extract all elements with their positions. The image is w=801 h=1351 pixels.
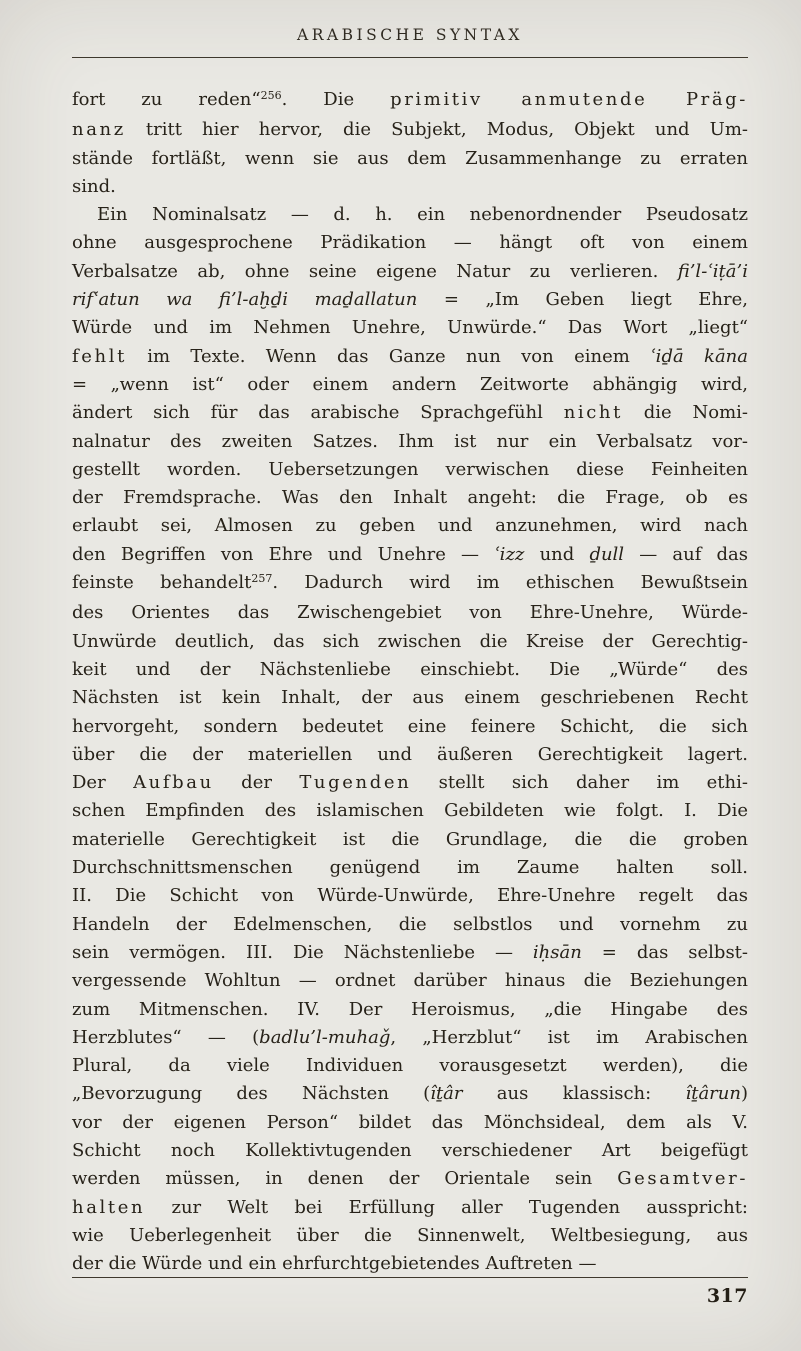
text-line — [72, 713, 748, 741]
text-line — [72, 797, 748, 825]
body-run: = „Im Geben liegt Ehre, — [417, 289, 748, 311]
text-line — [72, 371, 748, 399]
text-line — [72, 939, 748, 967]
text-line — [72, 854, 748, 882]
text-line — [72, 911, 748, 939]
body-run: Tugenden — [299, 772, 412, 794]
body-run: vergessende Wohltun — ordnet darüber hinaus die Beziehungen — [72, 970, 748, 992]
text-line — [72, 1109, 748, 1137]
body-run: Durchschnittsmenschen genügend im Zaume halten soll. — [72, 857, 748, 879]
transliteration-text: îṯâr — [430, 1083, 463, 1105]
body-run: ändert sich für das arabische Sprachgefühl — [72, 402, 564, 424]
page-number: 317 — [706, 1285, 748, 1307]
body-run: ) — [740, 1083, 748, 1105]
text-line — [72, 569, 748, 599]
text-line — [72, 428, 748, 456]
body-run: Der — [72, 772, 134, 794]
text-line — [72, 1024, 748, 1052]
footer-rule — [72, 1277, 748, 1278]
body-run: der Fremdsprache. Was den Inhalt angeht: die Frage, ob es — [72, 487, 748, 509]
body-run: = „wenn ist“ oder einem andern Zeitworte abhängig wird, — [72, 373, 748, 395]
body-run: die Nomi- — [622, 402, 748, 424]
running-head-title: ARABISCHE SYNTAX — [297, 26, 523, 44]
body-run: primitiv anmutende Präg- — [390, 89, 748, 110]
transliteration-text: îṯârun — [685, 1083, 741, 1105]
text-line — [72, 996, 748, 1024]
text-line — [72, 967, 748, 995]
body-run: schen Empfinden des islamischen Gebildeten wie folgt. I. Die — [72, 800, 748, 822]
body-run: fort zu reden“ — [72, 89, 261, 110]
body-run: werden müssen, in denen der Orientale sein — [72, 1168, 618, 1190]
body-run: — auf das — [624, 543, 748, 565]
text-line — [72, 1222, 748, 1250]
body-run: vor der eigenen Person“ bildet das Mönchsideal, dem als V. — [72, 1111, 748, 1133]
text-line — [72, 343, 748, 371]
body-run: über die der materiellen und äußeren Gerechtigkeit lagert. — [72, 743, 748, 765]
transliteration-text: fi’l-ʿiṭā’i — [677, 260, 748, 282]
body-run: Herzblutes“ — ( — [72, 1026, 260, 1048]
text-line — [72, 484, 748, 512]
text-line — [72, 1194, 748, 1222]
text-line — [72, 1165, 748, 1193]
transliteration-text: ʿiḏā kāna — [650, 345, 749, 367]
body-run: = das selbst- — [581, 941, 748, 963]
text-line — [72, 173, 748, 201]
text-line — [72, 201, 748, 229]
body-run: gestellt worden. Uebersetzungen verwischen diese Feinheiten — [72, 458, 748, 480]
transliteration-text: iḥsān — [532, 941, 582, 963]
body-run: Nächsten ist kein Inhalt, der aus einem geschriebenen Recht — [72, 687, 748, 709]
footnote-marker: 257 — [251, 572, 273, 586]
body-run: . Die — [281, 89, 391, 110]
body-run: Unwürde deutlich, das sich zwischen die Kreise der Gerechtig- — [72, 630, 748, 652]
text-line — [72, 258, 748, 286]
text-line — [72, 456, 748, 484]
body-run: tritt hier hervor, die Subjekt, Modus, Objekt und Um- — [125, 119, 748, 141]
text-line — [72, 1080, 748, 1108]
body-run: Ein Nominalsatz — d. h. ein nebenordnender Pseudosatz — [97, 204, 748, 226]
text-line — [72, 741, 748, 769]
body-run: sein vermögen. III. Die Nächstenliebe — — [72, 941, 533, 963]
body-run: ohne ausgesprochene Prädikation — hängt oft von einem — [72, 232, 748, 254]
text-line — [72, 684, 748, 712]
text-line — [72, 628, 748, 656]
body-run: halten — [72, 1196, 146, 1218]
text-line — [72, 769, 748, 797]
text-line — [72, 86, 748, 116]
body-run: sind. — [72, 175, 116, 197]
body-run: und — [524, 543, 590, 565]
text-line — [72, 512, 748, 540]
text-line — [72, 1052, 748, 1080]
body-run: II. Die Schicht von Würde-Unwürde, Ehre-Unehre regelt das — [72, 885, 748, 907]
body-run: stände fortläßt, wenn sie aus dem Zusammenhange zu erraten — [72, 147, 748, 169]
body-run: des Orientes das Zwischengebiet von Ehre-Unehre, Würde- — [72, 602, 748, 624]
text-line — [72, 882, 748, 910]
body-run: nicht — [563, 402, 623, 424]
transliteration-text: rifʿatun wa fi’l-aḫḏi maḏallatun — [72, 289, 418, 311]
body-run: materielle Gerechtigkeit ist die Grundlage, die die groben — [72, 828, 748, 850]
transliteration-text: badlu’l-muhaǧ — [259, 1026, 391, 1048]
body-run: stellt sich daher im ethi- — [411, 772, 748, 794]
body-run: wie Ueberlegenheit über die Sinnenwelt, Weltbesiegung, aus — [72, 1224, 748, 1246]
body-text — [72, 86, 748, 1278]
body-run: den Begriffen von Ehre und Unehre — — [72, 543, 495, 565]
body-run: Aufbau — [133, 772, 214, 794]
body-run: Verbalsatze ab, ohne seine eigene Natur zu verlieren. — [72, 260, 678, 282]
body-run: Plural, da viele Individuen vorausgesetzt werden), die — [72, 1055, 748, 1077]
text-line — [72, 229, 748, 257]
body-run: zur Welt bei Erfüllung aller Tugenden ausspricht: — [145, 1196, 748, 1218]
text-line — [72, 116, 748, 144]
transliteration-text: ḏull — [589, 543, 625, 565]
body-run: nanz — [72, 119, 126, 141]
body-run: . Dadurch wird im ethischen Bewußtsein — [272, 572, 748, 594]
header-rule — [72, 57, 748, 58]
text-line — [72, 399, 748, 427]
text-line — [72, 599, 748, 627]
body-run: Würde und im Nehmen Unehre, Unwürde.“ Das Wort „liegt“ — [72, 317, 748, 339]
body-run: Gesamtver- — [617, 1168, 748, 1190]
text-line — [72, 145, 748, 173]
body-run: keit und der Nächstenliebe einschiebt. Die „Würde“ des — [72, 658, 748, 680]
body-run: der die Würde und ein ehrfurchtgebietendes Auftreten — — [72, 1253, 597, 1275]
body-run: Handeln der Edelmenschen, die selbstlos und vornehm zu — [72, 913, 748, 935]
text-line — [72, 1250, 748, 1278]
footnote-marker: 256 — [260, 89, 282, 102]
body-run: „Bevorzugung des Nächsten ( — [72, 1083, 431, 1105]
text-line — [72, 656, 748, 684]
text-line — [72, 286, 748, 314]
text-line — [72, 1137, 748, 1165]
body-run: nalnatur des zweiten Satzes. Ihm ist nur ein Verbalsatz vor- — [72, 430, 748, 452]
body-run: , „Herzblut“ ist im Arabischen — [390, 1026, 748, 1048]
text-line — [72, 541, 748, 569]
text-line — [72, 826, 748, 854]
body-run: erlaubt sei, Almosen zu geben und anzunehmen, wird nach — [72, 515, 748, 537]
body-run: aus klassisch: — [462, 1083, 686, 1105]
body-run: zum Mitmenschen. IV. Der Heroismus, „die Hingabe des — [72, 998, 748, 1020]
body-run: fehlt — [72, 345, 127, 367]
body-run: feinste behandelt — [72, 572, 252, 594]
body-run: Schicht noch Kollektivtugenden verschiedener Art beigefügt — [72, 1139, 748, 1161]
body-run: der — [213, 772, 300, 794]
text-line — [72, 314, 748, 342]
body-run: hervorgeht, sondern bedeutet eine feinere Schicht, die sich — [72, 715, 748, 737]
body-run: im Texte. Wenn das Ganze nun von einem — [126, 345, 651, 367]
transliteration-text: ʿizz — [494, 543, 525, 565]
